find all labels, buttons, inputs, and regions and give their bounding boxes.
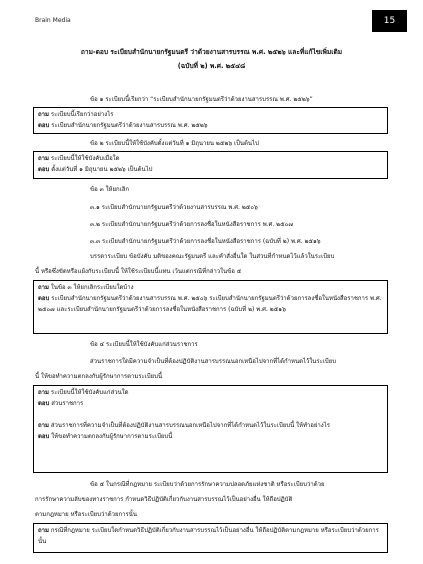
answer-label: ตอบ [38, 122, 50, 129]
qa4-answer-1-text: ส่วนราชการ [51, 400, 84, 407]
qa1-question-text: ระเบียบนี้เรียกว่าอย่างไร [50, 111, 114, 118]
question-label: ถาม [38, 527, 49, 534]
title-line-2: (ฉบับที่ ๒) พ.ศ. ๒๕๔๘ [177, 62, 246, 70]
qa2-question-text: ระเบียบนี้ให้ใช้บังคับเมื่อใด [50, 155, 120, 162]
article-3-item-2: ๓.๒ ระเบียบสำนักนายกรัฐมนตรีว่าด้วยการลงชื่อในหนังสือราชการ พ.ศ. ๒๕๐๗ [90, 221, 293, 228]
qa1-answer-text: ระเบียบสำนักนายกรัฐมนตรีว่าด้วยงานสารบรรณ พ.ศ. ๒๕๒๖ [51, 122, 208, 129]
article-3-item-1: ๓.๑ ระเบียบสำนักนายกรัฐมนตรีว่าด้วยงานสารบรรณ พ.ศ. ๒๕๐๖ [90, 204, 258, 211]
qa5-question [38, 525, 383, 547]
qa-box-2 [33, 151, 388, 179]
qa3-question-text: ในข้อ ๓ ให้ยกเลิกระเบียบใดบ้าง [50, 284, 134, 291]
article-5-line-3: ตามกฎหมาย หรือระเบียบว่าด้วยการนั้น [35, 511, 137, 518]
qa5-question-text: กรณีที่กฎหมาย ระเบียบใดกำหนดวิธีปฏิบัติเกี่ยวกับงานสารบรรณไว้เป็นอย่างอื่น ให้ถือปฏิบัติตามกฎหมาย หรือระเบียบว่าด้วยการนั้น [38, 527, 379, 545]
qa1-answer [38, 120, 383, 131]
qa-box-1 [33, 107, 388, 134]
article-3-heading: ข้อ ๓ ให้ยกเลิก [90, 186, 130, 193]
qa1-question [38, 109, 383, 120]
title-line-1: ถาม-ตอบ ระเบียบสำนักนายกรัฐมนตรี ว่าด้วยงานสารบรรณ พ.ศ. ๒๕๒๖ และที่แก้ไขเพิ่มเติม [80, 48, 343, 56]
article-3-paragraph-line-1: บรรดาระเบียบ ข้อบังคับ มติของคณะรัฐมนตรี และคำสั่งอื่นใด ในส่วนที่กำหนดไว้แล้วในระเบียบ [90, 253, 335, 260]
question-label: ถาม [38, 389, 49, 396]
answer-label: ตอบ [38, 166, 50, 173]
question-label: ถาม [38, 111, 49, 118]
qa3-answer-text: ระเบียบสำนักนายกรัฐมนตรีว่าด้วยงานสารบรรณ พ.ศ. ๒๕๐๖ ระเบียบสำนักนายกรัฐมนตรีว่าด้วยการลงชื่อในหนังสือราชการ พ.ศ. ๒๕๐๗ และระเบียบสำนักนายกรัฐมนตรีว่าด้วยการลงชื่อในหนังสือราชการ (ฉบับที่ ๒) พ.ศ. ๒๕๑๖ [38, 295, 382, 313]
article-4-heading: ข้อ ๔ ระเบียบนี้ให้ใช้บังคับแก่ส่วนราชการ [90, 341, 198, 348]
brand-name: Brain Media [35, 17, 71, 24]
page-number: 15 [372, 10, 407, 32]
article-1: ข้อ ๑ ระเบียบนี้เรียกว่า “ระเบียบสำนักนายกรัฐมนตรีว่าด้วยงานสารบรรณ พ.ศ. ๒๕๒๖” [90, 96, 313, 103]
article-5-line-1: ข้อ ๕ ในกรณีที่กฎหมาย ระเบียบว่าด้วยการรักษาความปลอดภัยแห่งชาติ หรือระเบียบว่าด้วย [90, 481, 325, 488]
article-3-item-3: ๓.๓ ระเบียบสำนักนายกรัฐมนตรีว่าด้วยการลงชื่อในหนังสือราชการ (ฉบับที่ ๒) พ.ศ. ๒๕๑๖ [90, 238, 321, 245]
article-4-line-2: นี้ ให้ขอทำความตกลงกับผู้รักษาการตามระเบียบนี้ [35, 373, 163, 380]
article-2: ข้อ ๒ ระเบียบนี้ให้ใช้บังคับตั้งแต่วันที่ ๑ มิถุนายน ๒๕๒๖ เป็นต้นไป [90, 140, 259, 147]
qa2-question [38, 153, 383, 164]
qa4-question-1-text: ระเบียบนี้ให้ใช้บังคับแก่ส่วนใด [50, 389, 129, 396]
qa4-answer-1 [38, 398, 383, 409]
qa4-answer-2-text: ให้ขอทำความตกลงกับผู้รักษาการตามระเบียบนี้ [51, 433, 173, 440]
qa3-question [38, 282, 383, 293]
answer-label: ตอบ [38, 400, 50, 407]
article-5-line-2: การรักษาความลับของทางราชการ กำหนดวิธีปฏิบัติเกี่ยวกับงานสารบรรณไว้เป็นอย่างอื่น ให้ถือปฏิบัติ [35, 496, 293, 503]
question-label: ถาม [38, 422, 49, 429]
qa4-question-2-text: ส่วนราชการที่ความจำเป็นที่ต้องปฏิบัติงานสารบรรณนอกเหนือไปจากที่ได้กำหนดไว้ในระเบียบนี้ ให้ทำอย่างไร [50, 422, 330, 429]
qa-box-3 [33, 280, 388, 334]
qa2-answer-text: ตั้งแต่วันที่ ๑ มิถุนายน ๒๕๒๖ เป็นต้นไป [51, 166, 153, 173]
question-label: ถาม [38, 155, 49, 162]
qa-box-5 [33, 523, 388, 553]
article-3-paragraph-line-2: นี้ หรือซึ่งขัดหรือแย้งกับระเบียบนี้ ให้ใช้ระเบียบนี้แทน เว้นแต่กรณีที่กล่าวในข้อ ๕ [35, 268, 242, 275]
qa3-answer [38, 293, 383, 315]
article-4-line-1: ส่วนราชการใดมีความจำเป็นที่ต้องปฏิบัติงานสารบรรณนอกเหนือไปจากที่ได้กำหนดไว้ในระเบียบ [90, 358, 337, 365]
page-header [0, 0, 423, 30]
answer-label: ตอบ [38, 433, 50, 440]
document-title [40, 45, 383, 73]
qa4-question-1 [38, 387, 383, 398]
qa2-answer [38, 164, 383, 175]
qa4-answer-2 [38, 431, 383, 442]
qa4-spacer [38, 409, 383, 420]
question-label: ถาม [38, 284, 49, 291]
qa-box-4 [33, 385, 388, 473]
answer-label: ตอบ [38, 295, 50, 302]
qa4-question-2 [38, 420, 383, 431]
